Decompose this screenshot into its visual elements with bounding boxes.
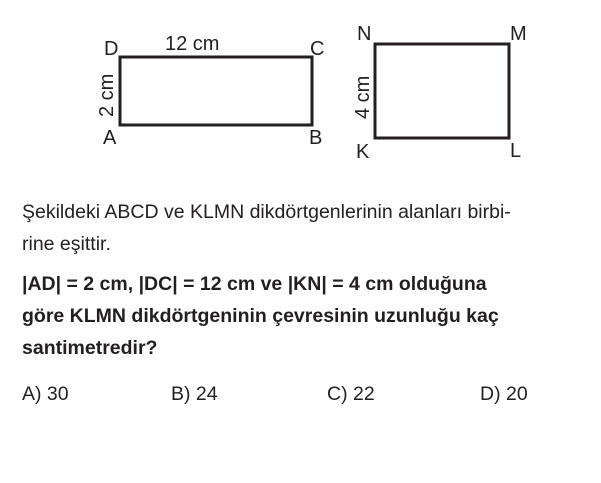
- choice-b[interactable]: B) 24: [171, 383, 218, 405]
- prompt-line-2: göre KLMN dikdörtgeninin çevresinin uzunluğu kaç: [22, 305, 499, 327]
- choice-d[interactable]: D) 20: [480, 383, 528, 405]
- prompt-line-3: santimetredir?: [22, 337, 158, 359]
- vertex-label-n: N: [357, 23, 372, 45]
- vertex-label-a: A: [103, 127, 117, 149]
- side-label-kn: 4 cm: [352, 75, 374, 119]
- question-prompt: [22, 268, 588, 364]
- prompt-line-1: |AD| = 2 cm, |DC| = 12 cm ve |KN| = 4 cm olduğuna: [22, 273, 487, 295]
- vertex-label-d: D: [104, 38, 119, 60]
- question-intro: [22, 196, 587, 260]
- vertex-label-c: C: [310, 38, 325, 60]
- vertex-label-m: M: [510, 23, 527, 45]
- geometry-figure: [0, 0, 601, 175]
- rectangle-klmn: [375, 44, 509, 138]
- vertex-label-l: L: [510, 140, 522, 162]
- choice-c[interactable]: C) 22: [327, 383, 375, 405]
- intro-line-2: rine eşittir.: [22, 233, 111, 255]
- rectangles-diagram: [0, 0, 601, 175]
- answer-choices: [0, 383, 601, 413]
- side-label-ad: 2 cm: [96, 73, 118, 117]
- side-label-dc: 12 cm: [165, 33, 220, 55]
- rectangle-abcd: [120, 57, 312, 125]
- choice-a[interactable]: A) 30: [22, 383, 69, 405]
- vertex-label-b: B: [309, 127, 323, 149]
- intro-line-1: Şekildeki ABCD ve KLMN dikdörtgenlerinin alanları birbi-: [22, 201, 511, 223]
- vertex-label-k: K: [356, 141, 370, 163]
